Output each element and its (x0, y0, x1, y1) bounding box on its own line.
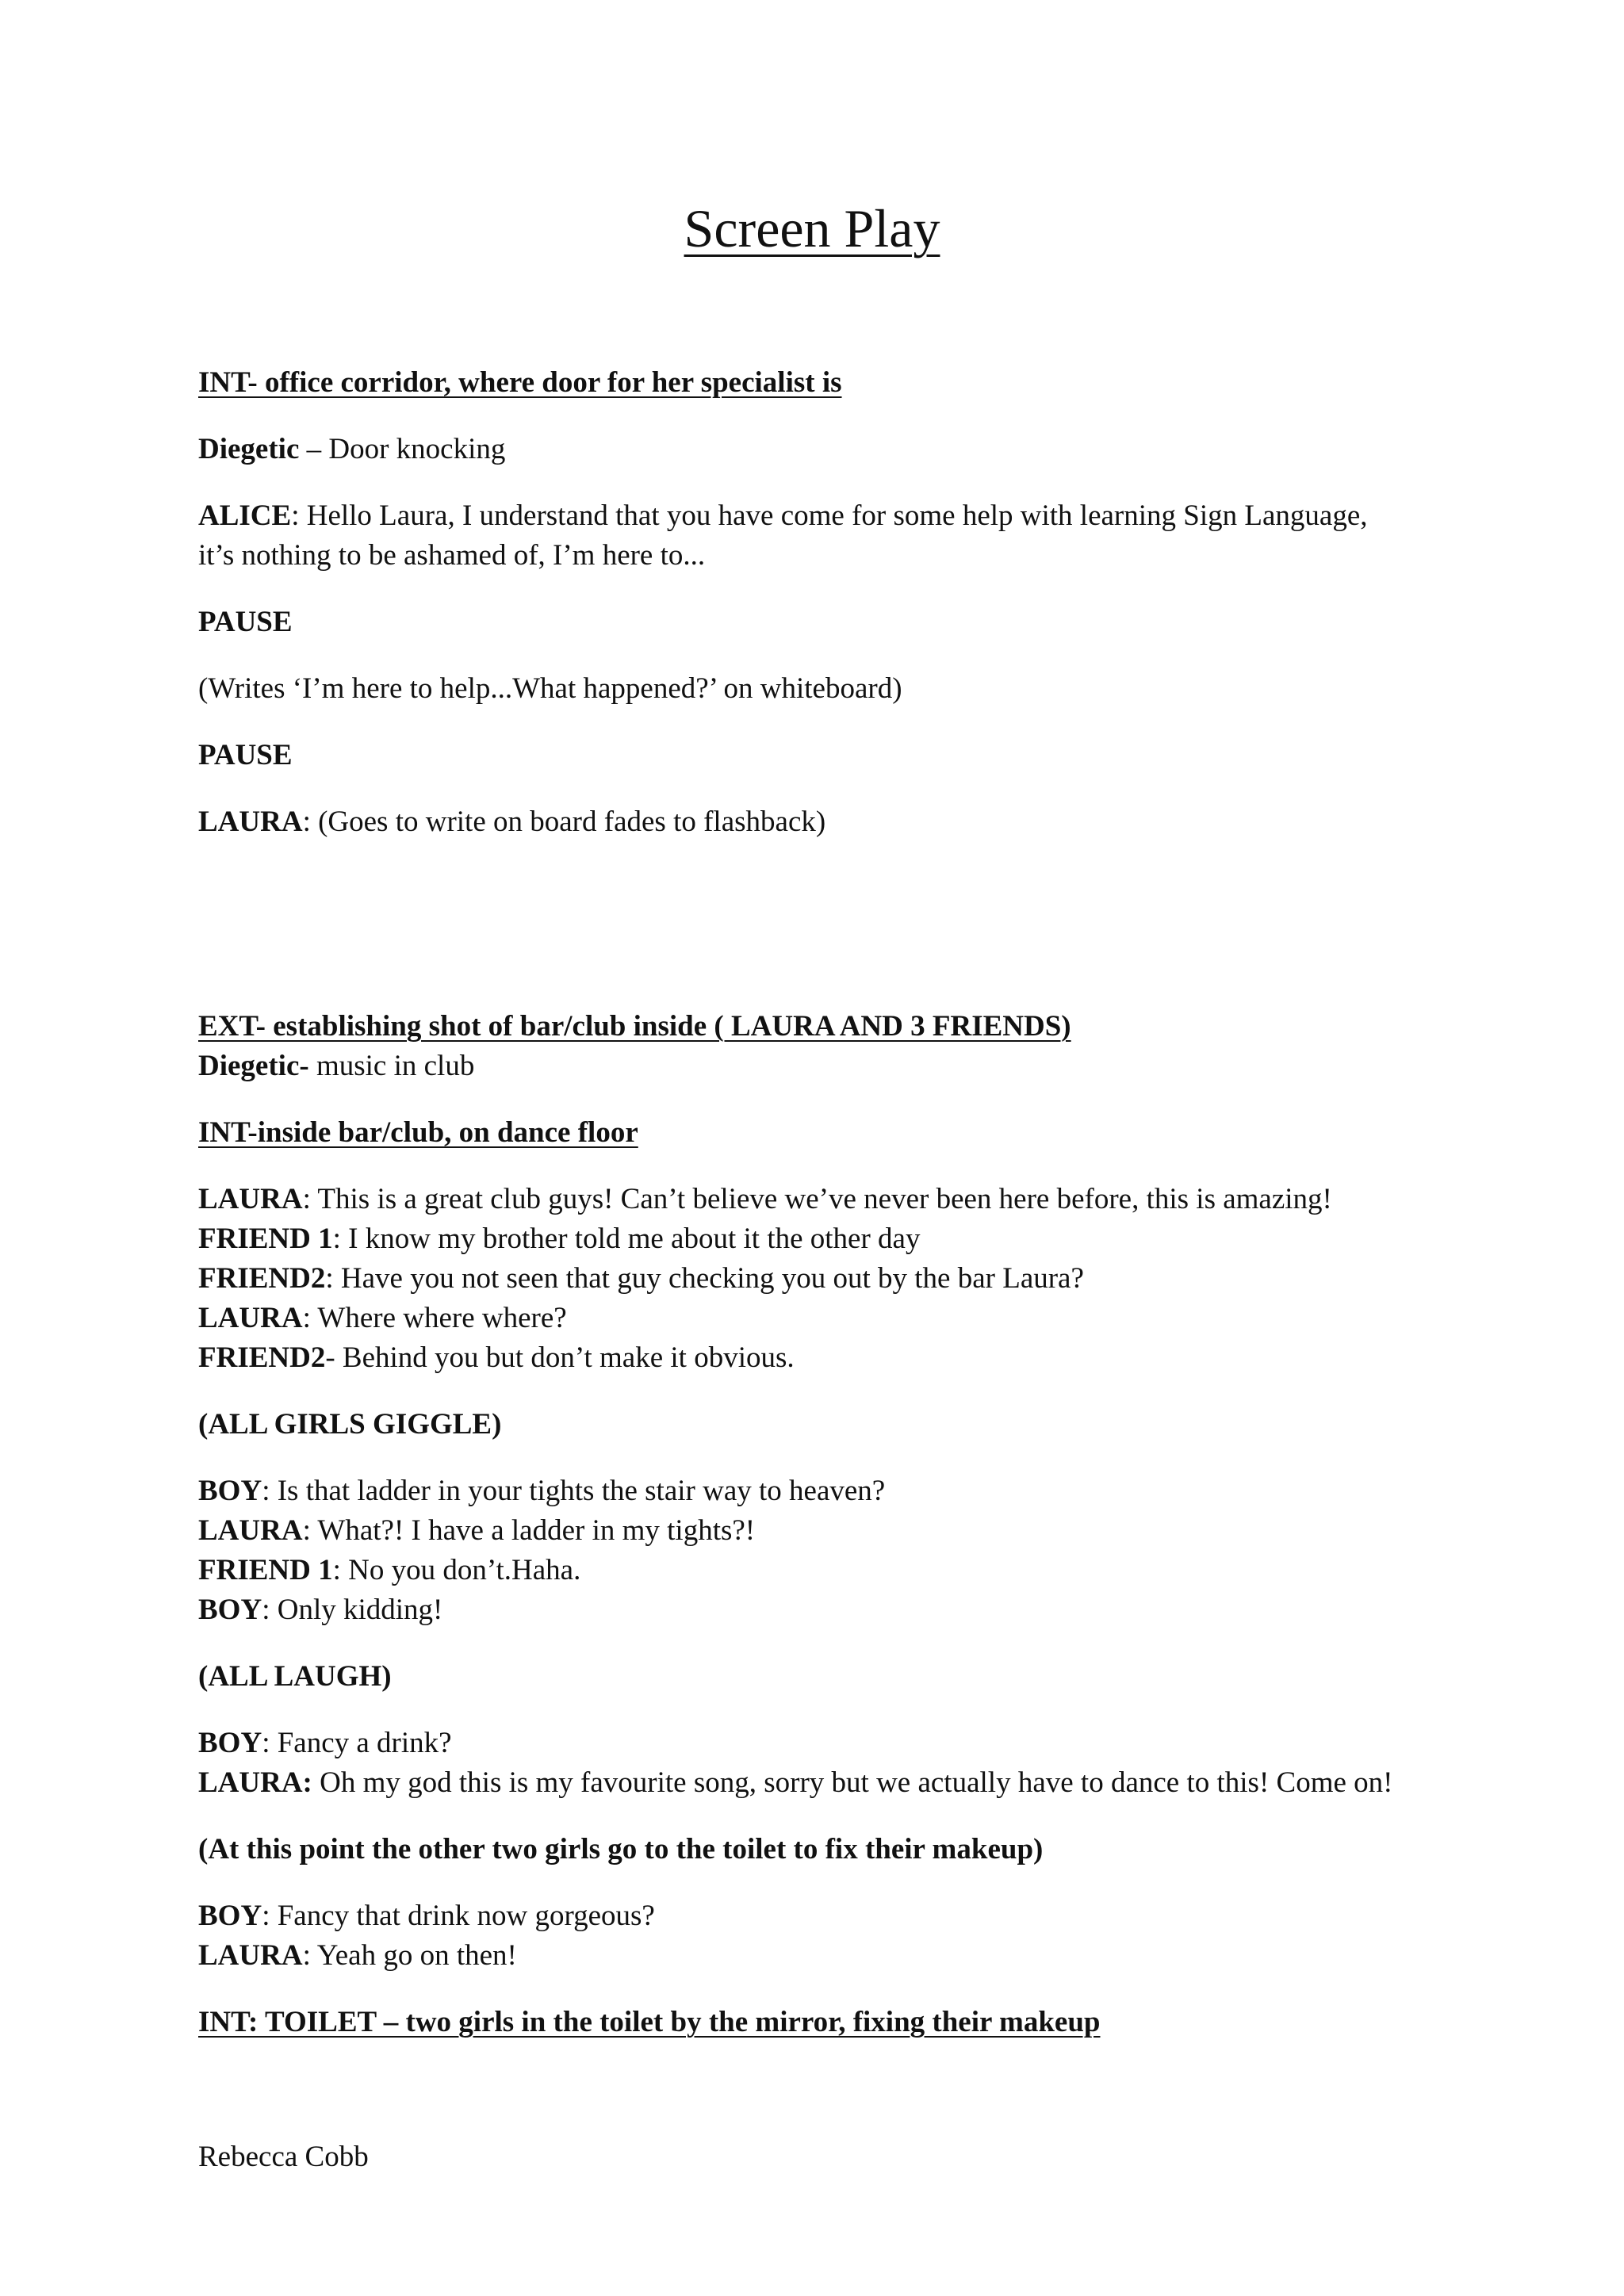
author-footer: Rebecca Cobb (198, 2141, 369, 2173)
scene-heading: INT- office corridor, where door for her specialist is (198, 366, 842, 399)
page-title: Screen Play (684, 198, 940, 258)
dialogue-block: BOY: Fancy a drink? LAURA: Oh my god this is my favourite song, sorry but we actually have to dance to this! Come on! (198, 1727, 1393, 1799)
direction: (ALL GIRLS GIGGLE) (198, 1408, 502, 1441)
direction: (At this point the other two girls go to the toilet to fix their makeup) (198, 1833, 1044, 1866)
scene-heading: INT: TOILET – two girls in the toilet by the mirror, fixing their makeup (198, 2006, 1101, 2038)
direction: PAUSE (198, 606, 293, 638)
scene-heading: INT-inside bar/club, on dance floor (198, 1116, 638, 1149)
dialogue-block: BOY: Fancy that drink now gorgeous? LAURA: Yeah go on then! (198, 1900, 655, 1972)
dialogue-line: LAURA: (Goes to write on board fades to flashback) (198, 806, 826, 838)
sound-note: Diegetic – Door knocking (198, 433, 506, 465)
direction: (ALL LAUGH) (198, 1660, 392, 1693)
dialogue-block: BOY: Is that ladder in your tights the stair way to heaven? LAURA: What?! I have a ladder in my tights?! FRIEND 1: No you don’t.Haha. BOY: Only kidding! (198, 1475, 886, 1626)
sound-note: Diegetic- music in club (198, 1050, 475, 1082)
direction: PAUSE (198, 739, 293, 771)
dialogue-block: LAURA: This is a great club guys! Can’t believe we’ve never been here before, this is amazing! FRIEND 1: I know my brother told me about it the other day FRIEND2: Have you not seen that guy checking you out by the bar Laura? LAURA: Where where where? FRIEND2- Behind you but don’t make it obvious. (198, 1183, 1332, 1374)
scene-heading: EXT- establishing shot of bar/club inside ( LAURA AND 3 FRIENDS) (198, 1010, 1071, 1043)
dialogue-line: ALICE: Hello Laura, I understand that you have come for some help with learning Sign Language, it’s nothing to be ashamed of, I’m here to... (198, 499, 1368, 572)
direction: (Writes ‘I’m here to help...What happened?’ on whiteboard) (198, 672, 902, 705)
